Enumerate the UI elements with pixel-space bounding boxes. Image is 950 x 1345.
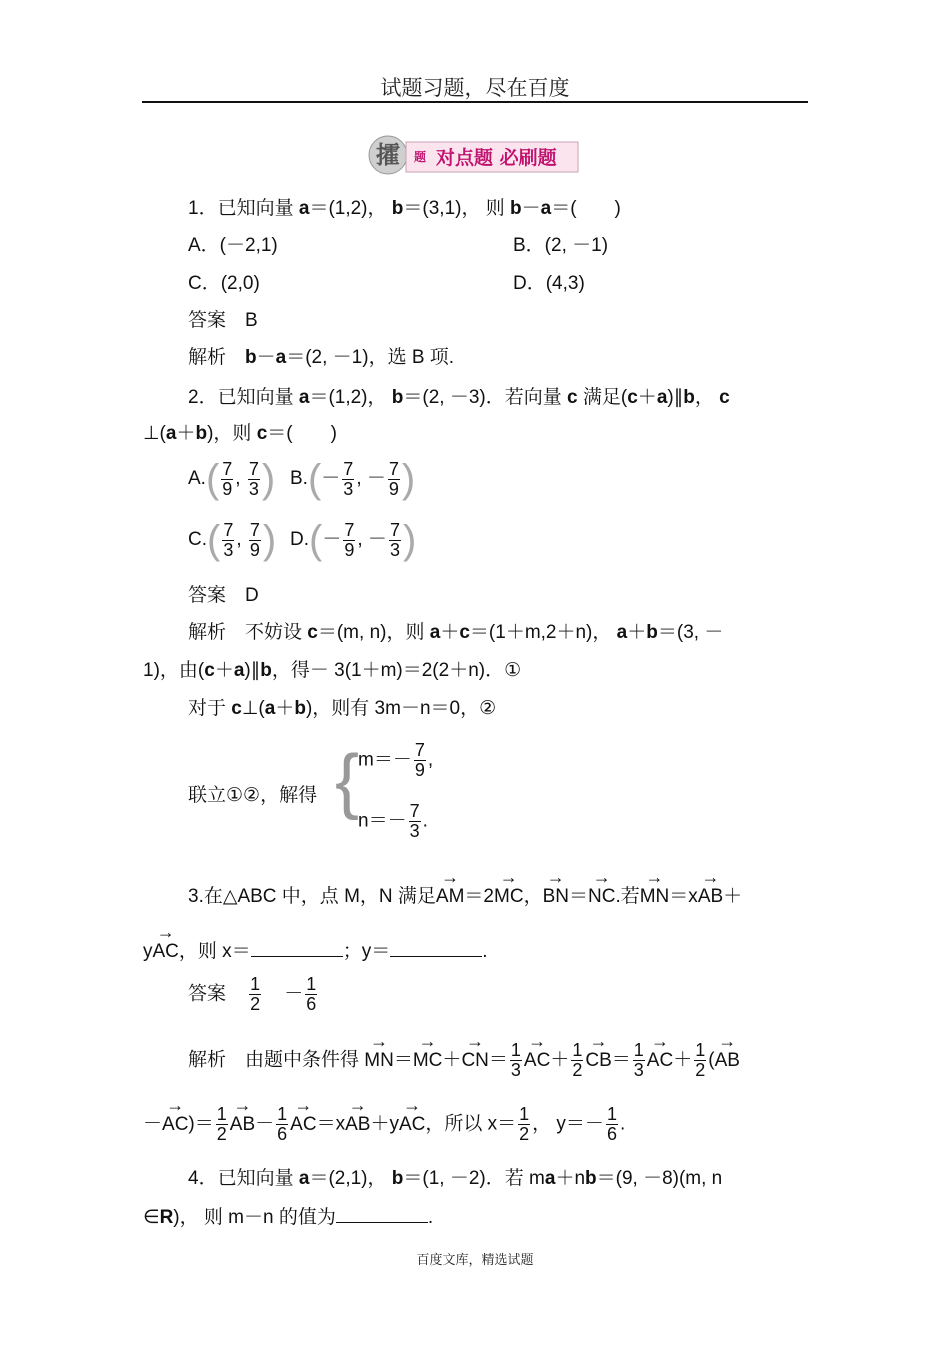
system-brace: {	[335, 741, 360, 821]
answer-blank-m-minus-n[interactable]	[336, 1204, 428, 1223]
q1-option-c: C．(2,0)	[188, 273, 260, 294]
system-eq1: m＝－ $\frac{7}{9}$ ,	[358, 740, 434, 780]
q2-analysis-line1: 解析 不妨设 c＝(m, n)，则 a＋c＝(1＋m,2＋n)， a＋b＝(3, －	[188, 622, 724, 643]
q1-option-b: B．(2, －1)	[513, 235, 609, 256]
q2-analysis-line3: 对于 c⊥(a＋b)，则有 3m－n＝0，②	[188, 698, 497, 719]
badge-text: 对点题 必刷题	[436, 147, 557, 169]
q2-answer: 答案 D	[188, 585, 259, 606]
page-footer: 百度文库，精选试题	[416, 1252, 534, 1267]
header-rule	[142, 101, 808, 103]
badge-graphic	[368, 133, 580, 177]
badge-small-char: 题	[414, 150, 427, 164]
q1-option-a: A．(－2,1)	[188, 235, 278, 256]
q1-option-d: D．(4,3)	[513, 273, 585, 294]
answer-blank-y[interactable]	[390, 938, 482, 957]
system-eq2: n＝－ $\frac{7}{3}$ .	[358, 801, 428, 841]
q2-analysis-line2: 1)，由(c＋a)∥b，得－ 3(1＋m)＝2(2＋n)．①	[143, 660, 522, 681]
q2-stem-line2: ⊥(a＋b)，则 c＝( )	[143, 423, 337, 444]
q4-stem-line1: 4．已知向量 a＝(2,1)， b＝(1, －2)．若 ma＋nb＝(9, －8)(m, n	[188, 1168, 723, 1189]
answer-blank-x[interactable]	[251, 938, 343, 957]
page-header-title: 试题习题，尽在百度	[380, 76, 570, 100]
q4-stem-line2: ∈R)， 则 m－n 的值为 .	[143, 1204, 433, 1230]
q3-solution-line2: －→ AC)＝ $\frac{1}{2}$ → AB－ $\frac{1}{6}$ → AC＝x→ AB＋y→ AC，所以 x＝ $\frac{1}{2}$ ， y＝－ $\frac{1}{6}$ .	[143, 1105, 625, 1144]
section-badge	[368, 133, 580, 177]
q1-answer: 答案 B	[188, 310, 258, 331]
q2-stem-line1: 2．已知向量 a＝(1,2)， b＝(2, －3)．若向量 c 满足(c＋a)∥b， c	[188, 387, 730, 408]
q3-answer: 答案 $\frac{1}{2}$ － $\frac{1}{6}$	[188, 974, 317, 1014]
q2-system-label: 联立①②，解得	[188, 785, 318, 806]
q3-stem-line2: y→ AC，则 x＝ ；y＝ .	[143, 938, 487, 964]
q2-option-c: C.( $\frac{7}{3}$ , $\frac{7}{9}$ )	[188, 518, 277, 562]
q1-stem: 1．已知向量 a＝(1,2)， b＝(3,1)， 则 b－a＝( )	[188, 198, 621, 219]
q1-analysis: 解析 b－a＝(2, －1)，选 B 项.	[188, 347, 455, 368]
q2-option-d: D.(－ $\frac{7}{9}$ , － $\frac{7}{3}$ )	[290, 518, 417, 562]
q2-option-a: A.( $\frac{7}{9}$ , $\frac{7}{3}$ )	[188, 457, 276, 501]
q2-option-b: B.(－ $\frac{7}{3}$ , － $\frac{7}{9}$ )	[290, 457, 416, 501]
q3-solution-line1: 解析 由题中条件得 → MN＝→ MC＋→ CN＝ $\frac{1}{3}$ → AC＋ $\frac{1}{2}$ → CB＝ $\frac{1}{3}$ → AC＋ $\frac{1}{2}$ (→ AB	[188, 1041, 740, 1080]
q3-stem-line1: 3.在△ABC 中，点 M，N 满足→ AM＝2→ MC，→ BN＝→ NC.若→ MN＝x→ AB＋	[188, 885, 742, 909]
badge-left-char: 攉	[376, 140, 400, 169]
